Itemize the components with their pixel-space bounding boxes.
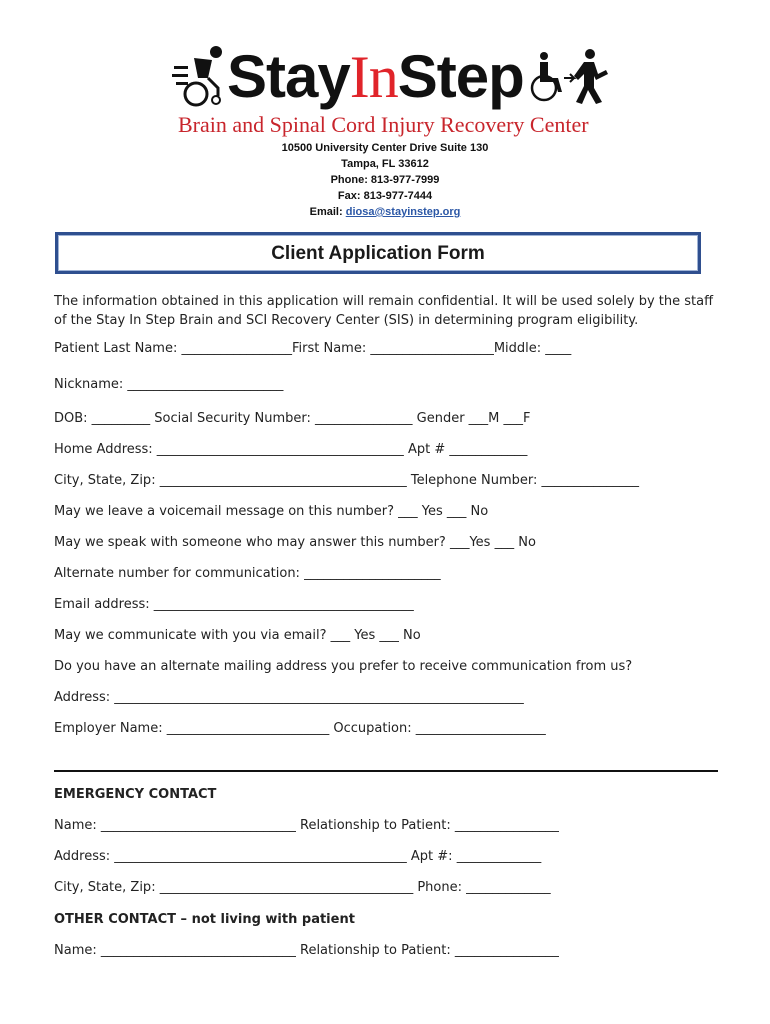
section-divider (54, 770, 718, 772)
field-city-state-zip[interactable]: City, State, Zip: ______________________________________ Telephone Number: _______________ (54, 473, 639, 488)
field-home-address[interactable]: Home Address: ______________________________________ Apt # ____________ (54, 442, 528, 457)
field-email[interactable]: Email address: ________________________________________ (54, 597, 414, 612)
wheelchair-runner-icon (172, 44, 228, 108)
phone-line: Phone: 813-977-7999 (330, 174, 440, 186)
field-speak-someone[interactable]: May we speak with someone who may answer this number? ___Yes ___ No (54, 535, 536, 550)
field-alternate-address[interactable]: Address: _______________________________________________________________ (54, 690, 524, 705)
field-emergency-city[interactable]: City, State, Zip: _______________________________________ Phone: _____________ (54, 880, 551, 895)
field-nickname[interactable]: Nickname: ________________________ (54, 377, 284, 392)
field-emergency-address[interactable]: Address: _____________________________________________ Apt #: _____________ (54, 849, 542, 864)
field-employer-occupation[interactable]: Employer Name: _________________________ Occupation: ____________________ (54, 721, 546, 736)
form-title: Client Application Form (271, 243, 485, 264)
fax-line: Fax: 813-977-7444 (337, 190, 433, 202)
field-emergency-name[interactable]: Name: ______________________________ Relationship to Patient: ________________ (54, 818, 559, 833)
logo-wordmark: StayInStep (227, 43, 524, 110)
alternate-mailing-question: Do you have an alternate mailing address you prefer to receive communication from us? (54, 659, 633, 674)
intro-paragraph: The information obtained in this application will remain confidential. It will be used solely by the staff of the Stay In Step Brain and SCI Recovery Center (SIS) in determining program eligibility. (54, 294, 714, 328)
form-title-box (55, 232, 701, 274)
city-line: Tampa, FL 33612 (341, 158, 429, 170)
email-line: Email: diosa@stayinstep.org (309, 206, 461, 218)
wheelchair-to-walking-icon (528, 48, 608, 104)
field-email-consent[interactable]: May we communicate with you via email? ___ Yes ___ No (54, 628, 421, 643)
field-voicemail[interactable]: May we leave a voicemail message on this number? ___ Yes ___ No (54, 504, 489, 519)
contact-info (0, 140, 770, 220)
other-contact-heading: OTHER CONTACT – not living with patient (54, 912, 355, 927)
field-patient-name[interactable]: Patient Last Name: _________________First Name: ___________________Middle: ____ (54, 341, 572, 356)
emergency-contact-heading: EMERGENCY CONTACT (54, 787, 217, 802)
field-other-name[interactable]: Name: ______________________________ Relationship to Patient: ________________ (54, 943, 559, 958)
address-line: 10500 University Center Drive Suite 130 (281, 142, 489, 154)
logo-tagline: Brain and Spinal Cord Injury Recovery Center (178, 112, 589, 137)
field-alternate-number[interactable]: Alternate number for communication: _____________________ (54, 566, 441, 581)
email-link[interactable]: diosa@stayinstep.org (345, 206, 461, 218)
field-dob-ssn-gender[interactable]: DOB: _________ Social Security Number: _______________ Gender ___M ___F (54, 411, 531, 426)
